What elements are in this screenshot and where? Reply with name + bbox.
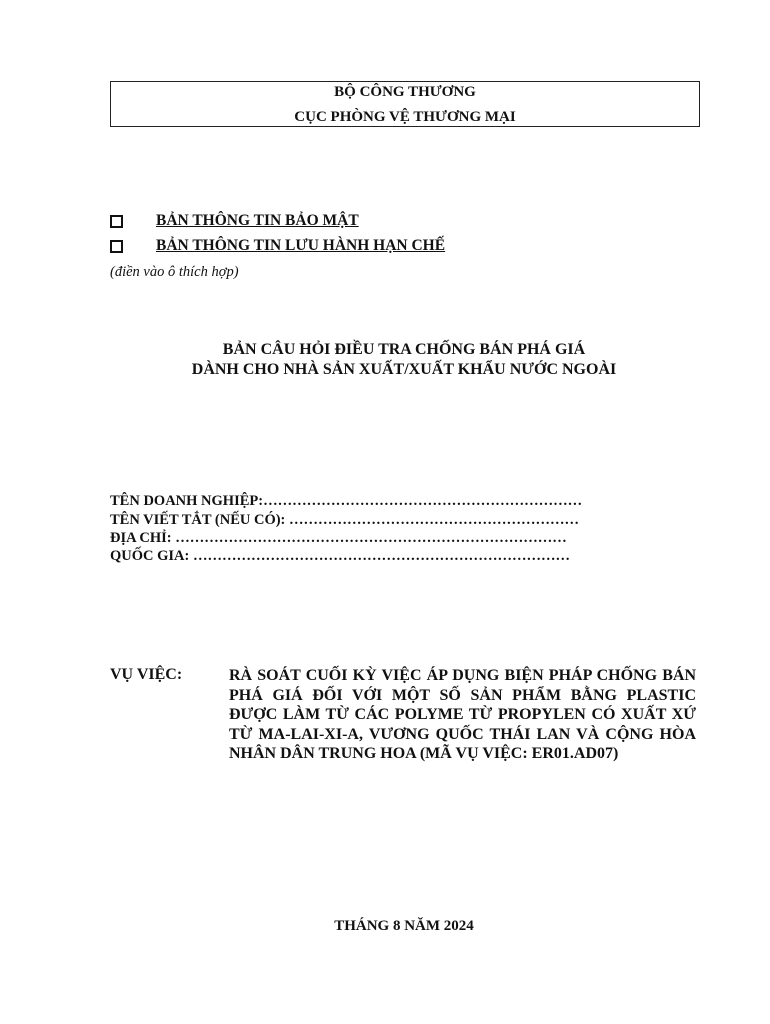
confidential-option[interactable]: [110, 212, 359, 230]
case-label: VỤ VIỆC:: [110, 666, 183, 683]
issuing-authority-box: [110, 81, 700, 127]
restricted-option[interactable]: [110, 237, 445, 255]
document-title-line1: BẢN CÂU HỎI ĐIỀU TRA CHỐNG BÁN PHÁ GIÁ: [222, 341, 586, 358]
ministry-name: BỘ CÔNG THƯƠNG: [334, 84, 476, 100]
checkbox-confidential[interactable]: [110, 215, 123, 228]
document-title-line2: DÀNH CHO NHÀ SẢN XUẤT/XUẤT KHẨU NƯỚC NGOÀI: [191, 361, 617, 378]
restricted-label: BẢN THÔNG TIN LƯU HÀNH HẠN CHẾ: [156, 237, 446, 254]
country-field: QUỐC GIA: ……………………………………………………………………: [110, 548, 570, 564]
checkbox-restricted[interactable]: [110, 240, 123, 253]
address-field: ĐỊA CHỈ: ………………………………………………………………………: [110, 530, 567, 546]
company-name-field: TÊN DOANH NGHIỆP:…………………………………………………………: [110, 493, 583, 509]
case-description: RÀ SOÁT CUỐI KỲ VIỆC ÁP DỤNG BIỆN PHÁP CHỐNG BÁN PHÁ GIÁ ĐỐI VỚI MỘT SỐ SẢN PHẨM BẰNG PLASTIC ĐƯỢC LÀM TỪ CÁC POLYME TỪ PROPYLEN CÓ XUẤT XỨ TỪ MA-LAI-XI-A, VƯƠNG QUỐC THÁI LAN VÀ CỘNG HÒA NHÂN DÂN TRUNG HOA (MÃ VỤ VIỆC: ER01.AD07): [229, 667, 696, 762]
document-date: THÁNG 8 NĂM 2024: [334, 918, 474, 934]
confidential-label: BẢN THÔNG TIN BẢO MẬT: [156, 212, 359, 229]
checkbox-hint: (điền vào ô thích hợp): [110, 264, 239, 280]
department-name: CỤC PHÒNG VỆ THƯƠNG MẠI: [294, 109, 516, 125]
short-name-field: TÊN VIẾT TẮT (NẾU CÓ): ……………………………………………………: [110, 512, 580, 528]
